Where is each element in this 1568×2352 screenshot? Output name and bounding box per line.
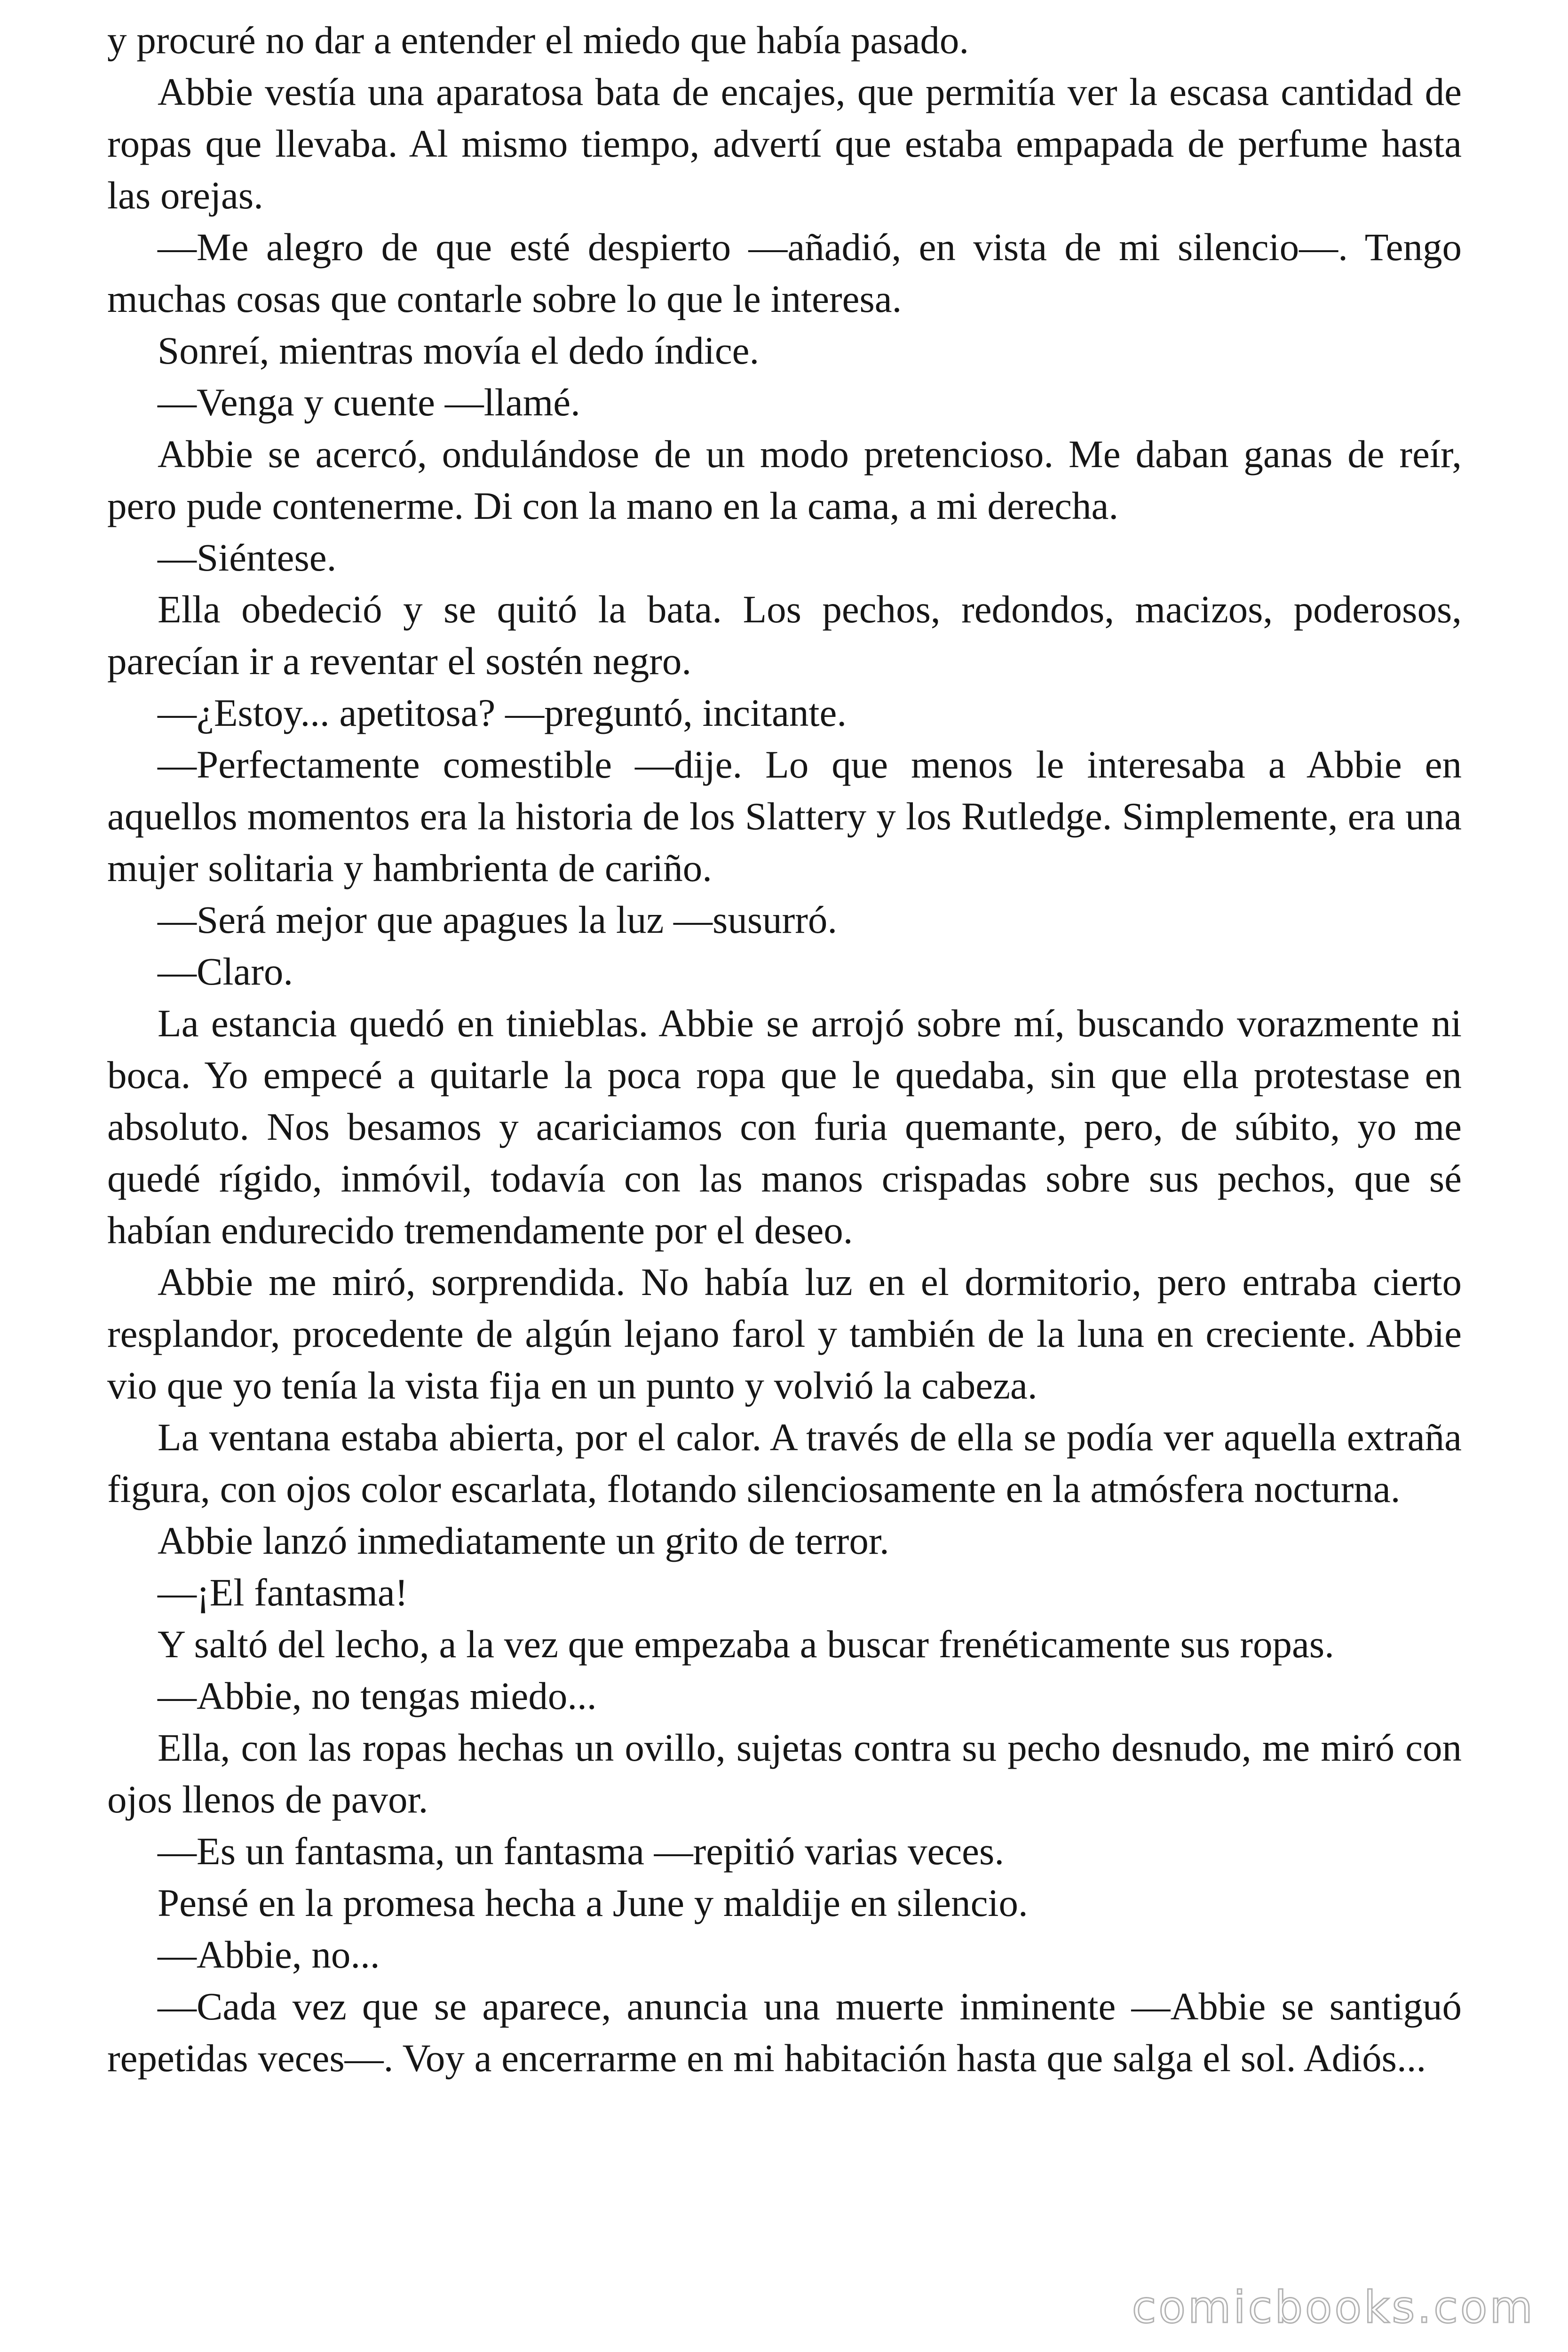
paragraph: Ella, con las ropas hechas un ovillo, sujetas contra su pecho desnudo, me miró con ojos llenos de pavor. bbox=[107, 1726, 1462, 1821]
paragraph: Abbie vestía una aparatosa bata de encajes, que permitía ver la escasa cantidad de ropas que llevaba. Al mismo tiempo, advertí que estaba empapada de perfume hasta las orejas. bbox=[107, 70, 1462, 217]
paragraph: —Abbie, no tengas miedo... bbox=[158, 1674, 597, 1717]
paragraph: La ventana estaba abierta, por el calor. A través de ella se podía ver aquella extraña figura, con ojos color escarlata, flotando silenciosamente en la atmósfera nocturna. bbox=[107, 1415, 1462, 1510]
paragraph: —Será mejor que apagues la luz —susurró. bbox=[158, 898, 838, 941]
paragraph: —Perfectamente comestible —dije. Lo que menos le interesaba a Abbie en aquellos momentos era la historia de los Slattery y los Rutledge. Simplemente, era una mujer solitaria y hambrienta de cariño. bbox=[107, 743, 1462, 890]
paragraph: y procuré no dar a entender el miedo que había pasado. bbox=[107, 18, 969, 62]
watermark: comicbooks.com bbox=[1132, 2282, 1535, 2333]
paragraph: —¡El fantasma! bbox=[158, 1571, 408, 1614]
paragraph: Abbie lanzó inmediatamente un grito de terror. bbox=[158, 1519, 889, 1562]
paragraph: Abbie me miró, sorprendida. No había luz en el dormitorio, pero entraba cierto resplandor, procedente de algún lejano farol y también de la luna en creciente. Abbie vio que yo tenía la vista fija en un punto y volvió la cabeza. bbox=[107, 1260, 1462, 1407]
paragraph: Abbie se acercó, ondulándose de un modo pretencioso. Me daban ganas de reír, pero pude contenerme. Di con la mano en la cama, a mi derecha. bbox=[107, 432, 1462, 527]
paragraph: Pensé en la promesa hecha a June y maldije en silencio. bbox=[158, 1881, 1028, 1924]
paragraph: —Es un fantasma, un fantasma —repitió varias veces. bbox=[158, 1829, 1005, 1873]
paragraph: Ella obedeció y se quitó la bata. Los pechos, redondos, macizos, poderosos, parecían ir a reventar el sostén negro. bbox=[107, 588, 1462, 683]
paragraph: —Venga y cuente —llamé. bbox=[158, 381, 580, 424]
paragraph: Sonreí, mientras movía el dedo índice. bbox=[158, 329, 760, 372]
paragraph: —Siéntese. bbox=[158, 536, 337, 579]
page-body-text bbox=[107, 14, 1462, 2084]
paragraph: La estancia quedó en tinieblas. Abbie se arrojó sobre mí, buscando vorazmente ni boca. Yo empecé a quitarle la poca ropa que le quedaba, sin que ella protestase en absoluto. Nos besamos y acariciamos con furia quemante, pero, de súbito, yo me quedé rígido, inmóvil, todavía con las manos crispadas sobre sus pechos, que sé habían endurecido tremendamente por el deseo. bbox=[107, 1001, 1462, 1252]
paragraph: —Me alegro de que esté despierto —añadió, en vista de mi silencio—. Tengo muchas cosas que contarle sobre lo que le interesa. bbox=[107, 225, 1462, 320]
paragraph: —Abbie, no... bbox=[158, 1933, 380, 1976]
paragraph: —Cada vez que se aparece, anuncia una muerte inminente —Abbie se santiguó repetidas veces—. Voy a encerrarme en mi habitación hasta que salga el sol. Adiós... bbox=[107, 1985, 1462, 2080]
paragraph: Y saltó del lecho, a la vez que empezaba a buscar frenéticamente sus ropas. bbox=[158, 1622, 1334, 1666]
paragraph: —Claro. bbox=[158, 950, 293, 993]
paragraph: —¿Estoy... apetitosa? —preguntó, incitante. bbox=[158, 691, 847, 734]
